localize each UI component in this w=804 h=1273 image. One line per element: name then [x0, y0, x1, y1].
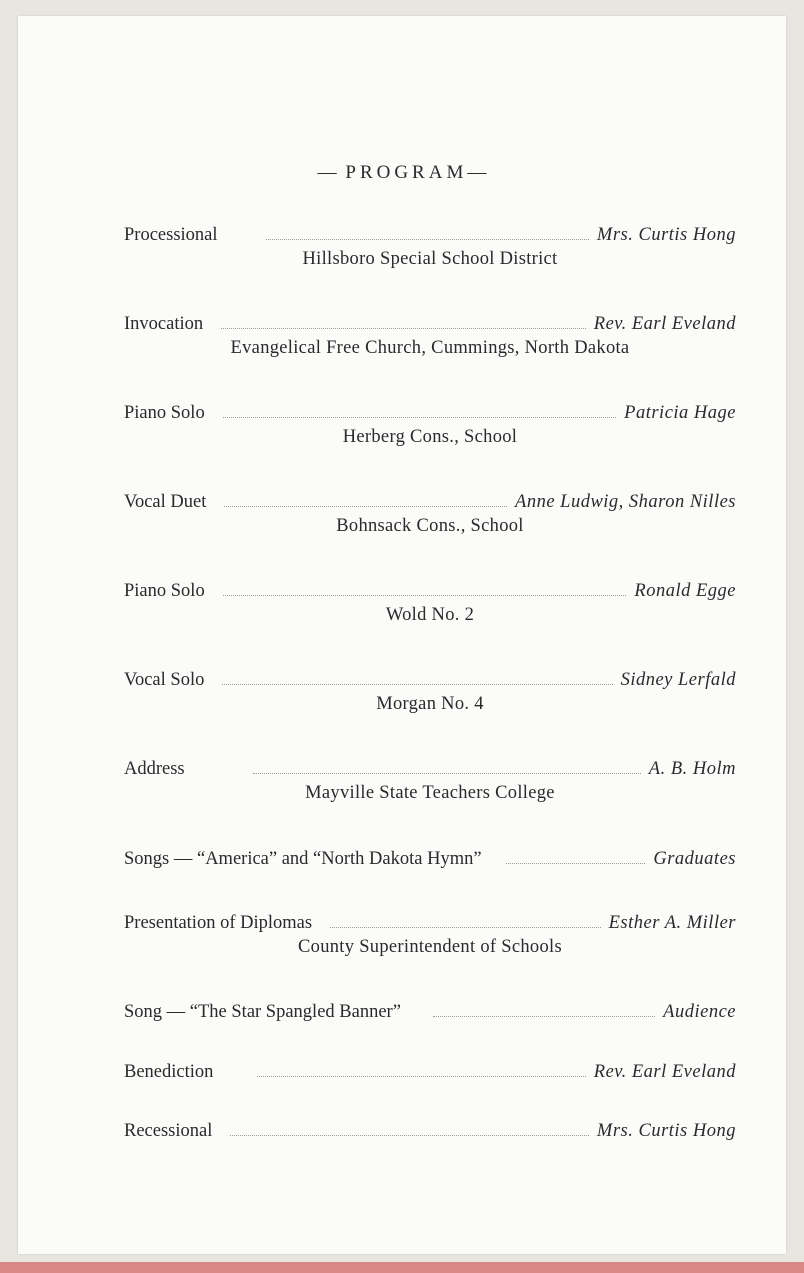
item-performer: Mrs. Curtis Hong: [596, 225, 736, 245]
title-text: PROGRAM: [345, 162, 468, 183]
item-performer: Sidney Lerfald: [620, 670, 736, 690]
dot-leader: [433, 1016, 655, 1017]
item-label: Vocal Solo: [124, 670, 205, 690]
dot-leader: [222, 684, 612, 685]
program-item-national-anthem: [124, 1000, 736, 1024]
program-item-vocal-solo: [124, 668, 736, 716]
item-detail: Morgan No. 4: [376, 694, 484, 714]
item-performer: Graduates: [653, 849, 736, 869]
dot-leader: [253, 773, 641, 774]
item-label: Processional: [124, 225, 218, 245]
item-label: Invocation: [124, 314, 204, 334]
item-detail: County Superintendent of Schools: [298, 937, 562, 957]
title-dash-right: —: [467, 162, 487, 183]
dot-leader: [223, 595, 627, 596]
title-dash-left: —: [317, 162, 337, 183]
program-item-piano-solo-1: [124, 401, 736, 449]
item-performer: Patricia Hage: [624, 403, 736, 423]
dot-leader: [224, 506, 507, 507]
item-label: Piano Solo: [124, 581, 205, 601]
item-performer: Mrs. Curtis Hong: [596, 1121, 736, 1141]
item-detail: Evangelical Free Church, Cummings, North Dakota: [230, 338, 630, 358]
item-line: [124, 911, 736, 935]
program-item-songs: [124, 847, 736, 871]
program-item-recessional: [124, 1119, 736, 1143]
item-detail: Wold No. 2: [385, 605, 475, 625]
item-performer: A. B. Holm: [648, 759, 736, 779]
item-line: [124, 668, 736, 692]
program-item-processional: [124, 223, 736, 271]
item-line: [124, 579, 736, 603]
item-line: [124, 1060, 736, 1084]
program-item-invocation: [124, 312, 736, 360]
program-item-address: [124, 757, 736, 805]
dot-leader: [330, 927, 601, 928]
item-performer: Rev. Earl Eveland: [593, 1062, 736, 1082]
dot-leader: [230, 1135, 589, 1136]
dot-leader: [266, 239, 589, 240]
item-line: [124, 490, 736, 514]
item-performer: Rev. Earl Eveland: [593, 314, 736, 334]
dot-leader: [221, 328, 586, 329]
item-line: [124, 223, 736, 247]
program-item-presentation-of-diplomas: [124, 911, 736, 959]
item-performer: Ronald Egge: [634, 581, 736, 601]
item-line: [124, 1000, 736, 1024]
item-label: Recessional: [124, 1121, 213, 1141]
item-label: Address: [124, 759, 185, 779]
dot-leader: [506, 863, 646, 864]
item-label: Presentation of Diplomas: [124, 913, 313, 933]
program-page: [18, 16, 786, 1254]
item-performer: Anne Ludwig, Sharon Nilles: [515, 492, 736, 512]
item-line: [124, 847, 736, 871]
item-label: Piano Solo: [124, 403, 205, 423]
dot-leader: [223, 417, 616, 418]
item-line: [124, 757, 736, 781]
program-item-piano-solo-2: [124, 579, 736, 627]
item-line: [124, 1119, 736, 1143]
item-label: Songs — “America” and “North Dakota Hymn”: [124, 849, 482, 869]
item-detail: Herberg Cons., School: [342, 427, 518, 447]
item-detail: Hillsboro Special School District: [302, 249, 558, 269]
program-item-benediction: [124, 1060, 736, 1084]
item-line: [124, 312, 736, 336]
item-detail: Bohnsack Cons., School: [336, 516, 524, 536]
item-detail: Mayville State Teachers College: [305, 783, 555, 803]
item-performer: Audience: [663, 1002, 736, 1022]
item-label: Benediction: [124, 1062, 214, 1082]
item-performer: Esther A. Miller: [608, 913, 736, 933]
page-bottom-edge: [0, 1262, 804, 1273]
dot-leader: [257, 1076, 585, 1077]
item-label: Song — “The Star Spangled Banner”: [124, 1002, 401, 1022]
item-line: [124, 401, 736, 425]
item-label: Vocal Duet: [124, 492, 207, 512]
program-title: [18, 162, 786, 184]
program-item-vocal-duet: [124, 490, 736, 538]
